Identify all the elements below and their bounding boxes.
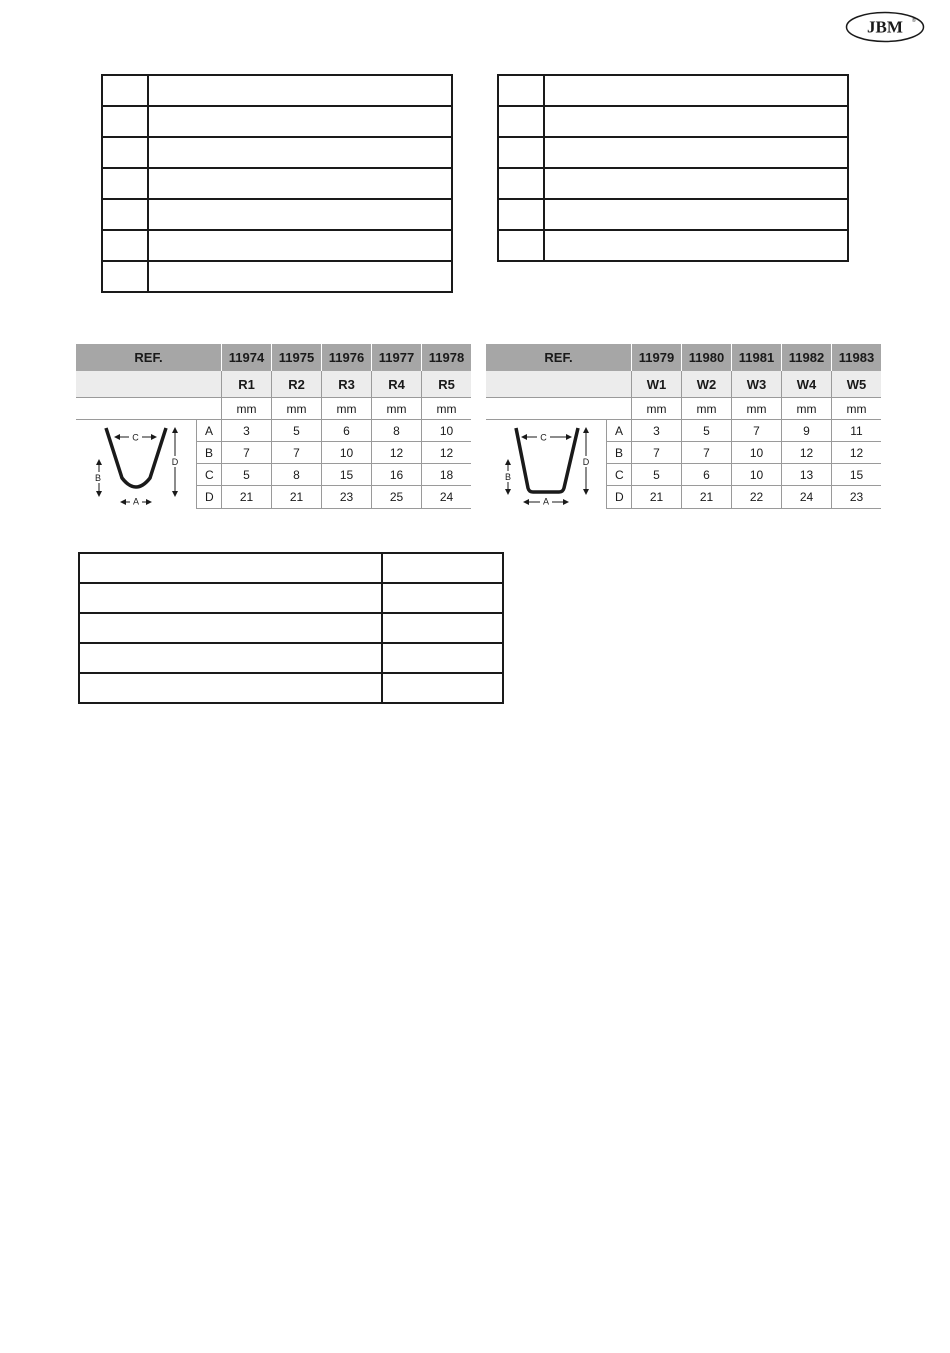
diagram-label-a: A (132, 496, 140, 507)
table-cell (544, 230, 848, 261)
logo-text: JBM (867, 17, 903, 37)
model-code: R2 (272, 371, 322, 398)
unit-label: mm (732, 398, 782, 420)
unit-blank-cell (486, 398, 632, 420)
table-cell (102, 230, 148, 261)
value-cell: 16 (372, 464, 422, 486)
value-cell: 6 (322, 420, 372, 442)
model-code: R4 (372, 371, 422, 398)
diagram-label-b: B (94, 473, 102, 483)
table-row (79, 613, 503, 643)
top-right-blank-table (497, 74, 849, 262)
unit-label: mm (222, 398, 272, 420)
table-cell (544, 199, 848, 230)
value-cell: 3 (222, 420, 272, 442)
table-cell (148, 199, 452, 230)
diagram-label-d: D (582, 457, 590, 467)
dimension-label: D (197, 486, 222, 508)
ref-code: 11978 (422, 344, 472, 371)
table-cell (544, 137, 848, 168)
table-cell (498, 75, 544, 106)
model-code: R3 (322, 371, 372, 398)
ref-code: 11975 (272, 344, 322, 371)
table-row (486, 420, 881, 442)
table-cell (544, 75, 848, 106)
dimension-label: D (607, 486, 632, 508)
model-row (76, 371, 471, 398)
table-cell (102, 199, 148, 230)
value-cell: 21 (632, 486, 682, 508)
unit-label: mm (632, 398, 682, 420)
ref-code: 11980 (682, 344, 732, 371)
table-row (102, 230, 452, 261)
dimension-label: B (197, 442, 222, 464)
dimension-label: B (607, 442, 632, 464)
value-cell: 3 (632, 420, 682, 442)
value-cell: 7 (222, 442, 272, 464)
ref-label: REF. (76, 344, 222, 371)
unit-label: mm (832, 398, 882, 420)
value-cell: 7 (732, 420, 782, 442)
unit-label: mm (782, 398, 832, 420)
model-blank-cell (486, 371, 632, 398)
value-cell: 10 (732, 464, 782, 486)
table-row (498, 106, 848, 137)
model-code: W3 (732, 371, 782, 398)
value-cell: 18 (422, 464, 472, 486)
table-cell (148, 261, 452, 292)
diagram-label-c: C (540, 432, 547, 443)
ref-code: 11982 (782, 344, 832, 371)
unit-blank-cell (76, 398, 222, 420)
dimension-label: C (197, 464, 222, 486)
table-row (79, 673, 503, 703)
table-row (498, 137, 848, 168)
value-cell: 12 (832, 442, 882, 464)
value-cell: 7 (272, 442, 322, 464)
unit-label: mm (372, 398, 422, 420)
table-cell (79, 673, 382, 703)
value-cell: 9 (782, 420, 832, 442)
table-cell (382, 673, 503, 703)
ref-code: 11976 (322, 344, 372, 371)
table-cell (148, 106, 452, 137)
table-row (498, 168, 848, 199)
table-cell (498, 230, 544, 261)
bottom-blank-table (78, 552, 504, 704)
table-cell (79, 643, 382, 673)
table-cell (382, 583, 503, 613)
value-cell: 12 (422, 442, 472, 464)
table-cell (498, 106, 544, 137)
value-cell: 5 (272, 420, 322, 442)
table-row (102, 106, 452, 137)
value-cell: 6 (682, 464, 732, 486)
table-cell (79, 553, 382, 583)
ref-code: 11983 (832, 344, 882, 371)
table-cell (382, 613, 503, 643)
table-cell (102, 106, 148, 137)
dimension-label: A (197, 420, 222, 442)
value-cell: 11 (832, 420, 882, 442)
table-cell (498, 199, 544, 230)
table-row (102, 75, 452, 106)
table-cell (544, 106, 848, 137)
table-row (102, 199, 452, 230)
diagram-label-c: C (132, 432, 139, 443)
value-cell: 15 (832, 464, 882, 486)
value-cell: 7 (632, 442, 682, 464)
unit-label: mm (272, 398, 322, 420)
dimension-label: A (607, 420, 632, 442)
table-cell (102, 137, 148, 168)
value-cell: 21 (222, 486, 272, 508)
table-cell (79, 583, 382, 613)
table-row (79, 553, 503, 583)
diagram-label-d: D (171, 457, 179, 467)
value-cell: 8 (272, 464, 322, 486)
svg-text:®: ® (912, 18, 916, 24)
value-cell: 5 (632, 464, 682, 486)
value-cell: 10 (322, 442, 372, 464)
value-cell: 10 (732, 442, 782, 464)
model-code: W5 (832, 371, 882, 398)
model-row (486, 371, 881, 398)
ref-code: 11981 (732, 344, 782, 371)
ref-header-row (76, 344, 471, 371)
value-cell: 5 (222, 464, 272, 486)
flat-profile-diagram (486, 420, 607, 509)
value-cell: 7 (682, 442, 732, 464)
jbm-logo (845, 11, 925, 43)
table-row (79, 583, 503, 613)
table-cell (382, 553, 503, 583)
value-cell: 15 (322, 464, 372, 486)
value-cell: 25 (372, 486, 422, 508)
table-row (102, 261, 452, 292)
table-cell (102, 261, 148, 292)
table-cell (498, 137, 544, 168)
ref-code: 11979 (632, 344, 682, 371)
model-code: W4 (782, 371, 832, 398)
table-cell (79, 613, 382, 643)
dimension-label: C (607, 464, 632, 486)
model-blank-cell (76, 371, 222, 398)
table-cell (102, 168, 148, 199)
model-code: R5 (422, 371, 472, 398)
value-cell: 12 (372, 442, 422, 464)
table-cell (148, 230, 452, 261)
value-cell: 8 (372, 420, 422, 442)
table-row (498, 75, 848, 106)
round-profile-diagram (76, 420, 197, 509)
model-code: W2 (682, 371, 732, 398)
table-row (102, 168, 452, 199)
diagram-label-a: A (542, 496, 550, 507)
spec-table-w-series (486, 344, 881, 509)
value-cell: 24 (422, 486, 472, 508)
table-cell (148, 75, 452, 106)
unit-row (76, 398, 471, 420)
value-cell: 13 (782, 464, 832, 486)
table-row (498, 230, 848, 261)
table-row (498, 199, 848, 230)
unit-label: mm (322, 398, 372, 420)
value-cell: 22 (732, 486, 782, 508)
model-code: R1 (222, 371, 272, 398)
table-cell (544, 168, 848, 199)
spec-table-r-series (76, 344, 471, 509)
top-left-blank-table (101, 74, 453, 293)
model-code: W1 (632, 371, 682, 398)
table-cell (102, 75, 148, 106)
value-cell: 21 (682, 486, 732, 508)
value-cell: 24 (782, 486, 832, 508)
value-cell: 21 (272, 486, 322, 508)
table-cell (148, 137, 452, 168)
value-cell: 12 (782, 442, 832, 464)
table-cell (498, 168, 544, 199)
diagram-label-b: B (504, 472, 512, 482)
value-cell: 23 (832, 486, 882, 508)
ref-header-row (486, 344, 881, 371)
value-cell: 5 (682, 420, 732, 442)
table-row (102, 137, 452, 168)
table-row (76, 420, 471, 442)
ref-label: REF. (486, 344, 632, 371)
unit-label: mm (682, 398, 732, 420)
ref-code: 11977 (372, 344, 422, 371)
unit-row (486, 398, 881, 420)
unit-label: mm (422, 398, 472, 420)
table-cell (382, 643, 503, 673)
value-cell: 23 (322, 486, 372, 508)
value-cell: 10 (422, 420, 472, 442)
table-cell (148, 168, 452, 199)
ref-code: 11974 (222, 344, 272, 371)
table-row (79, 643, 503, 673)
